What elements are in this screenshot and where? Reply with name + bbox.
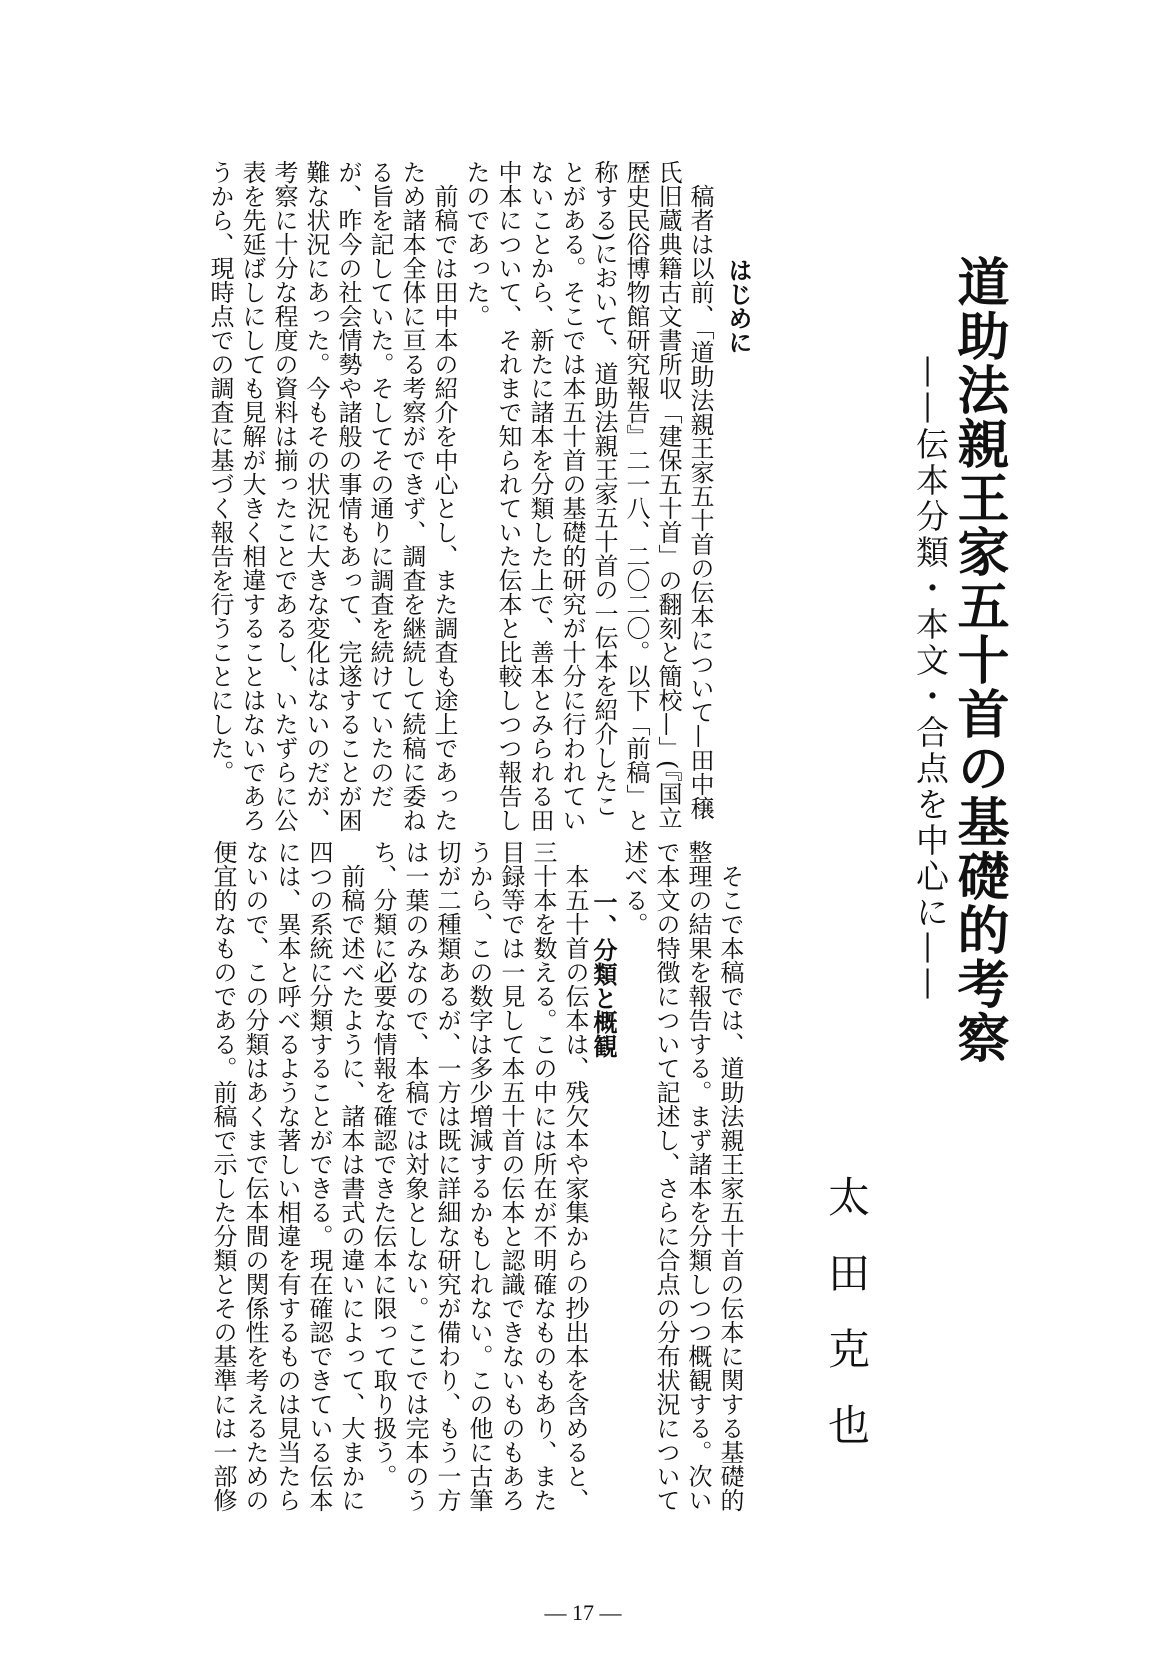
text-line: 中本について、それまで知られていた伝本と比較しつつ報告し	[494, 160, 522, 832]
section-heading-intro: はじめに	[724, 258, 752, 354]
text-line: 氏旧蔵典籍古文書所収「建保五十首」の翻刻と簡校—」(『国立	[654, 160, 682, 830]
text-line: 考察に十分な程度の資料は揃ったことであるし、いたずらに公	[270, 160, 298, 832]
text-line: 表を先延ばしにしても見解が大きく相違することはないであろ	[238, 160, 266, 832]
text-line: 便宜的なものである。前稿で示した分類とその基準には一部修	[209, 840, 237, 1512]
paper-title: 道助法親王家五十首の基礎的考察	[948, 255, 1009, 1065]
text-line: とがある。そこでは本五十首の基礎的研究が十分に行われてい	[558, 160, 586, 832]
text-line: 難な状況にあった。今もその状況に大きな変化はないのだが、	[302, 160, 330, 832]
text-line: 目録等では一見して本五十首の伝本と認識できないものもあろ	[497, 840, 525, 1512]
text-line: ないことから、新たに諸本を分類した上で、善本とみられる田	[526, 160, 554, 832]
text-line: うから、この数字は多少増減するかもしれない。この他に古筆	[465, 840, 493, 1512]
text-line: 前稿で述べたように、諸本は書式の違いによって、大まかに	[337, 840, 365, 1512]
text-line: 稿者は以前、「道助法親王家五十首の伝本について—田中穣	[686, 160, 714, 820]
text-line: 切が二種類あるが、一方は既に詳細な研究が備わり、もう一方	[433, 840, 461, 1512]
text-line: ため諸本全体に亘る考察ができず、調査を継続して続稿に委ね	[398, 160, 426, 832]
text-line: 称する)において、道助法親王家五十首の一伝本を紹介したこ	[590, 160, 618, 818]
page-number-footer	[0, 1600, 1166, 1626]
summary-text-block	[618, 840, 746, 1512]
text-line: たのであった。	[462, 160, 490, 328]
text-line: る旨を記していた。そしてその通りに調査を続けていたのだ	[366, 160, 394, 808]
paper-subtitle: ——伝本分類・本文・合点を中心に——	[911, 355, 950, 1003]
text-line: には、異本と呼べるような著しい相違を有するものは見当たら	[273, 840, 301, 1512]
text-line: ないので、この分類はあくまで伝本間の関係性を考えるための	[241, 840, 269, 1512]
text-line: が、昨今の社会情勢や諸般の事情もあって、完遂することが困	[334, 160, 362, 832]
text-line: うから、現時点での調査に基づく報告を行うことにした。	[206, 160, 234, 784]
section1-text-block	[207, 840, 591, 1512]
text-line: 整理の結果を報告する。まず諸本を分類しつつ概観する。次い	[684, 840, 712, 1512]
text-line: 三十本を数える。この中には所在が不明確なものもあり、また	[529, 840, 557, 1512]
text-line: 述べる。	[620, 840, 648, 936]
section-heading-classification: 一、分類と概観	[589, 890, 617, 1058]
text-line: 歴史民俗博物館研究報告』二一八、二〇二〇。以下「前稿」と	[622, 160, 650, 832]
text-line: そこで本稿では、道助法親王家五十首の伝本に関する基礎的	[716, 840, 744, 1512]
text-line: で本文の特徴について記述し、さらに合点の分布状況について	[652, 840, 680, 1512]
intro-text-block	[204, 160, 716, 832]
page-number: — 17 —	[544, 1600, 622, 1625]
text-line: 四つの系統に分類することができる。現在確認できている伝本	[305, 840, 333, 1512]
text-line: 本五十首の伝本は、残欠本や家集からの抄出本を含めると、	[561, 840, 589, 1512]
text-line: は一葉のみなので、本稿では対象としない。ここでは完本のう	[401, 840, 429, 1512]
text-line: ち、分類に必要な情報を確認できた伝本に限って取り扱う。	[369, 840, 397, 1488]
text-line: 前稿では田中本の紹介を中心とし、また調査も途上であった	[430, 160, 458, 832]
author-name: 太田克也	[822, 1175, 871, 1479]
